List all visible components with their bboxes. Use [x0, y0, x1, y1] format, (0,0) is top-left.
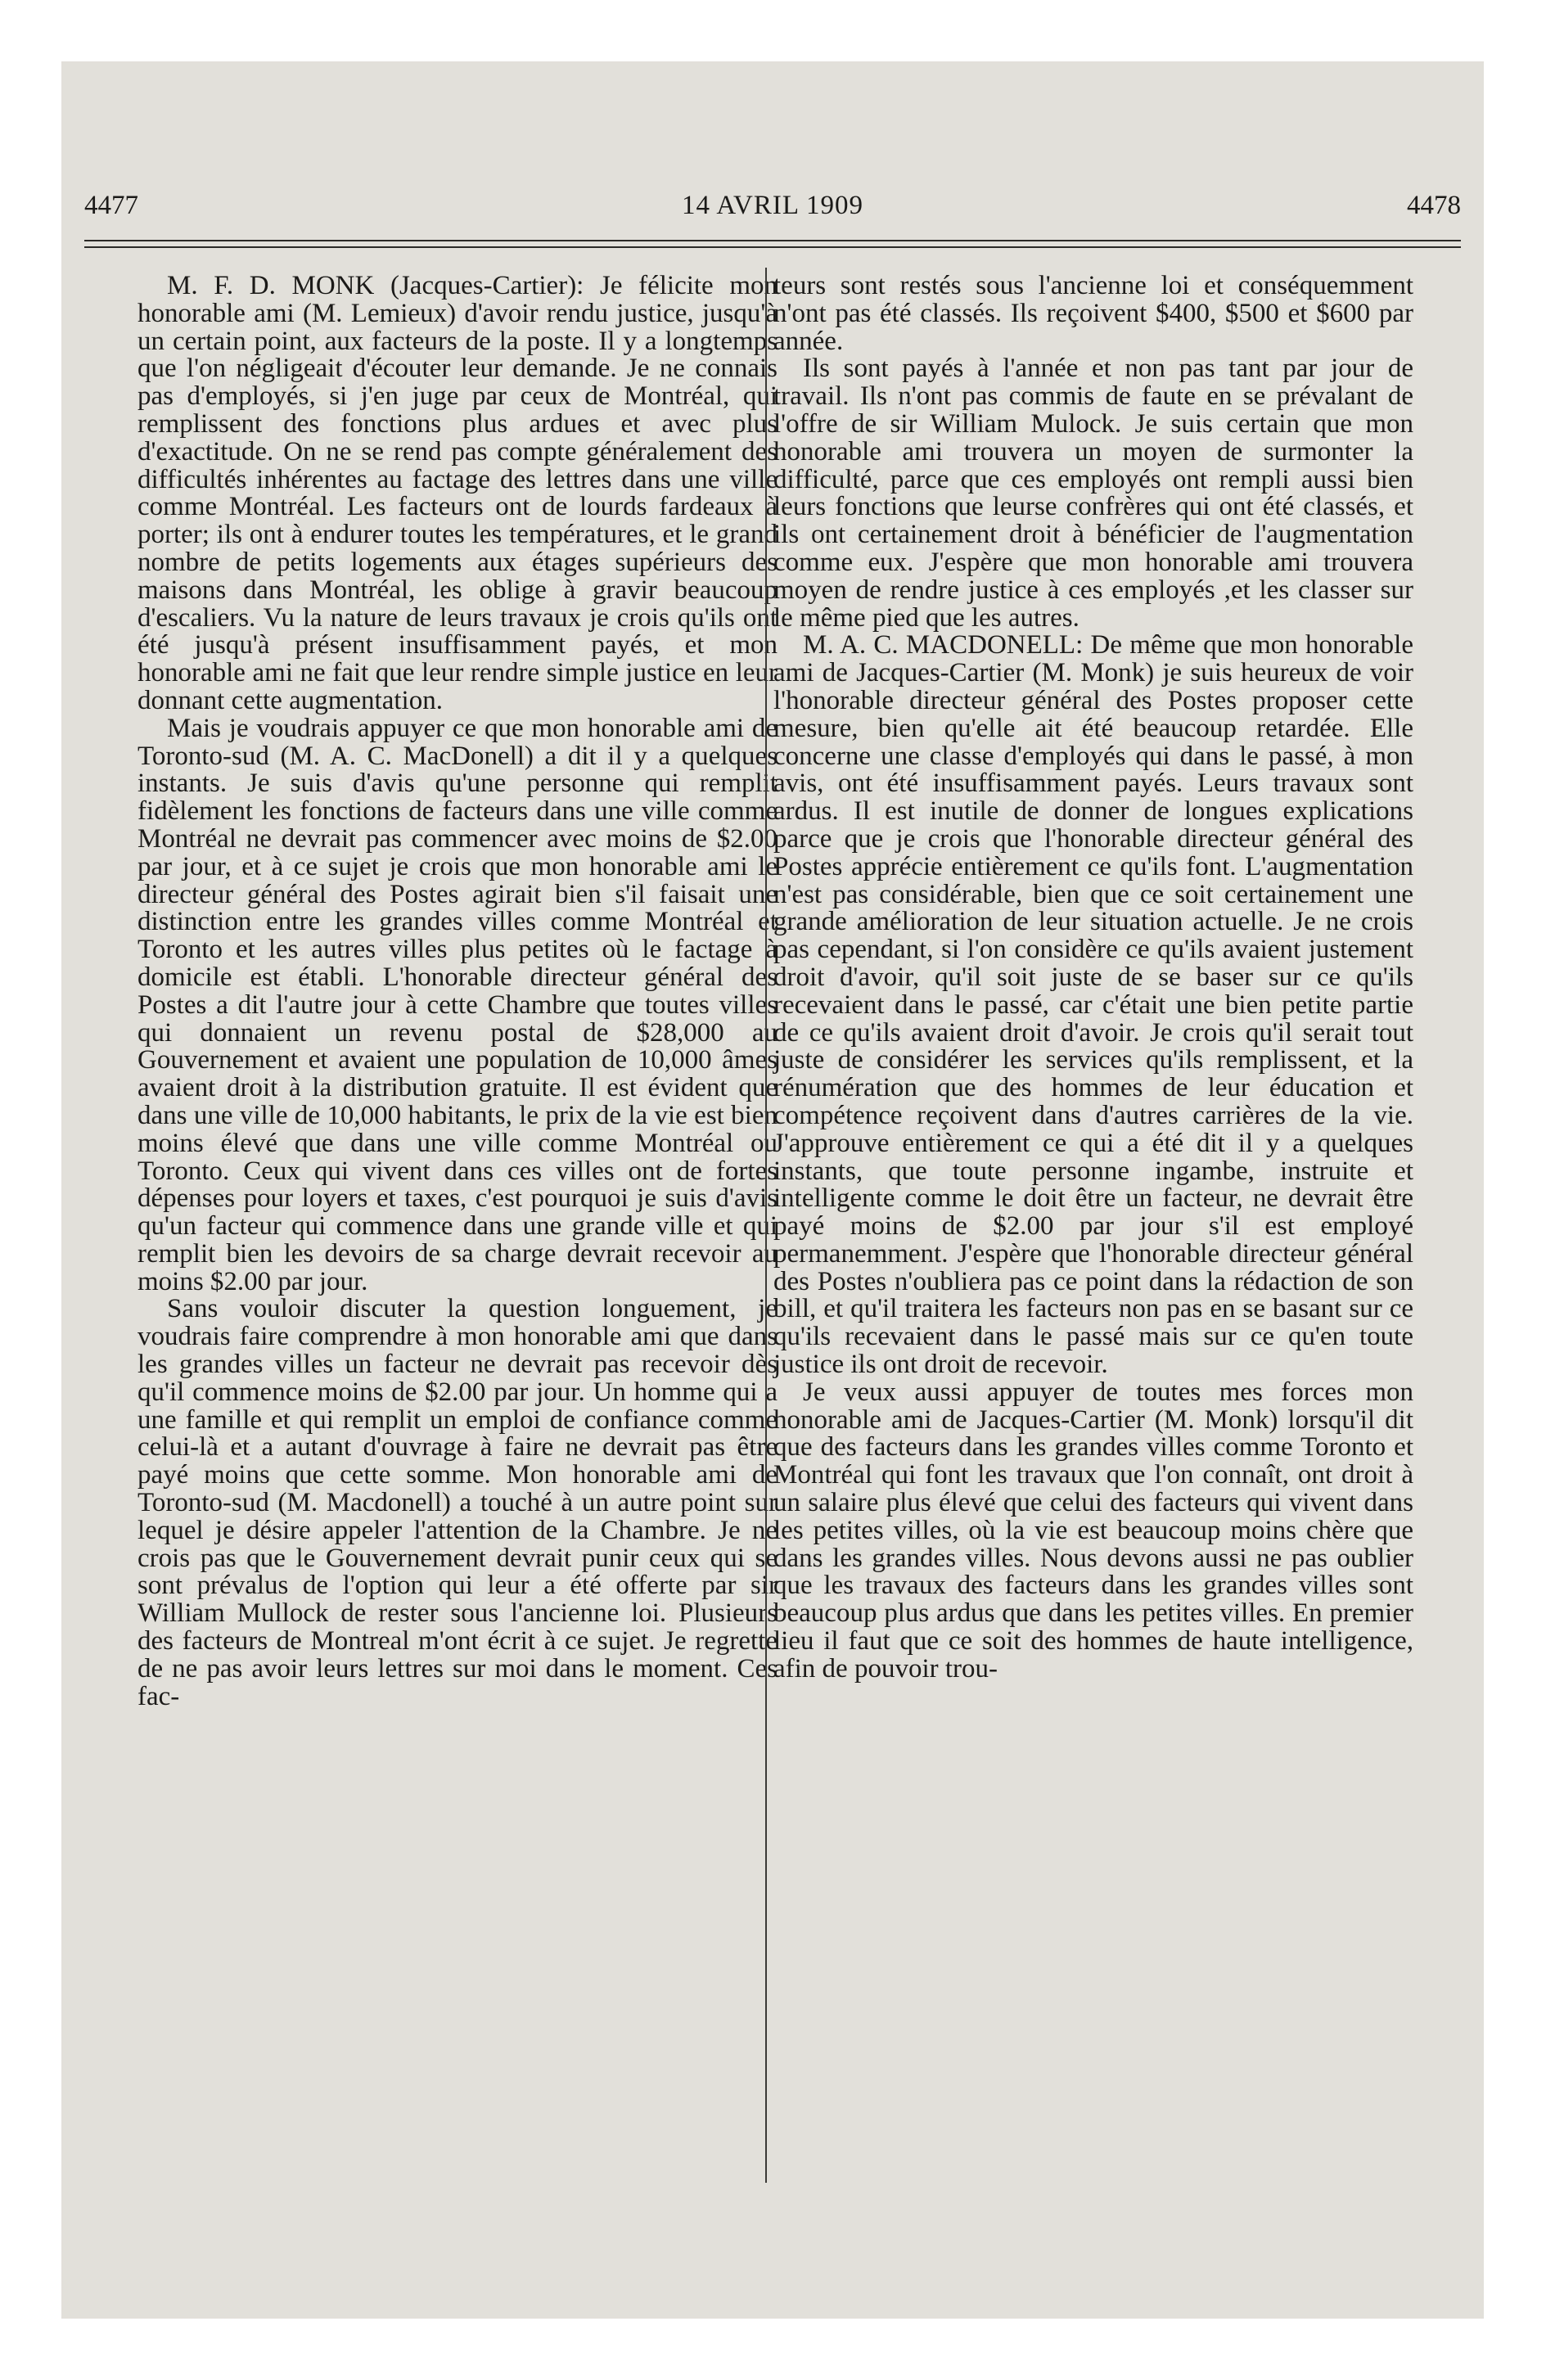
page-number-left: 4477: [84, 191, 138, 220]
page-number-right: 4478: [1407, 191, 1461, 220]
paragraph: Je veux aussi appuyer de toutes mes forces mon honorable ami de Jacques-Cartier (M. Monk) lorsqu'il dit que des facteurs dans les grandes villes comme Toronto et Montréal qui font les travaux que l'on connaît, ont droit à un salaire plus élevé que celui des facteurs qui vivent dans les petites villes, où la vie est beaucoup moins chère que dans les grandes villes. Nous devons aussi ne pas oublier que les travaux des facteurs dans les grandes villes sont beaucoup plus ardus que dans les petites villes. En premier lieu il faut que ce soit des hommes de haute intelligence, afin de pouvoir trou-: [773, 1377, 1413, 1684]
page-header: [61, 184, 1484, 233]
paragraph: M. A. C. MACDONELL: De même que mon honorable ami de Jacques-Cartier (M. Monk) je suis heureux de voir l'honorable directeur général des Postes proposer cette mesure, bien qu'elle ait été beaucoup retardée. Elle concerne une classe d'employés qui dans le passé, à mon avis, ont été insuffisamment payés. Leurs travaux sont ardus. Il est inutile de donner de longues explications parce que je crois que l'honorable directeur général des Postes apprécie entièrement ce qu'ils font. L'augmentation n'est pas considérable, bien que ce soit certainement une grande amélioration de leur situation actuelle. Je ne crois pas cependant, si l'on considère ce qu'ils avaient justement droit d'avoir, qu'il soit juste de se baser sur ce qu'ils recevaient dans le passé, car c'était une bien petite partie de ce qu'ils avaient droit d'avoir. Je crois qu'il serait tout juste de considérer les services qu'ils remplissent, et la rénumération que des hommes de leur éducation et compétence reçoivent dans d'autres carrières de la vie. J'approuve entièrement ce qui a été dit il y a quelques instants, que toute personne ingambe, instruite et intelligente comme le doit être un facteur, ne devrait être payé moins de $2.00 par jour s'il est employé permanemment. J'espère que l'honorable directeur général des Postes n'oubliera pas ce point dans la rédaction de son bill, et qu'il traitera les facteurs non pas en se basant sur ce qu'ils recevaient dans le passé mais sur ce qu'en toute justice ils ont droit de recevoir.: [773, 630, 1413, 1380]
header-rule-second: [84, 246, 1461, 248]
right-column: [773, 273, 1413, 1684]
paragraph: Ils sont payés à l'année et non pas tant par jour de travail. Ils n'ont pas commis de faute en se prévalant de l'offre de sir William Mulock. Je suis certain que mon honorable ami trouvera un moyen de surmonter la difficulté, parce que ces employés ont rempli aussi bien leurs fonctions que leurse confrères qui ont été classés, et ils ont certainement droit à bénéficier de l'augmentation comme eux. J'espère que mon honorable ami trouvera moyen de rendre justice à ces employés ,et les classer sur le même pied que les autres.: [773, 354, 1413, 633]
paragraph: teurs sont restés sous l'ancienne loi et conséquemment n'ont pas été classés. Ils reçoivent $400, $500 et $600 par année.: [773, 271, 1413, 356]
paragraph: M. F. D. MONK (Jacques-Cartier): Je félicite mon honorable ami (M. Lemieux) d'avoir rendu justice, jusqu'à un certain point, aux facteurs de la poste. Il y a longtemps que l'on négligeait d'écouter leur demande. Je ne connais pas d'employés, si j'en juge par ceux de Montréal, qui remplissent des fonctions plus ardues et avec plus d'exactitude. On ne se rend pas compte généralement des difficultés inhérentes au factage des lettres dans une ville comme Montréal. Les facteurs ont de lourds fardeaux à porter; ils ont à endurer toutes les températures, et le grand nombre de petits logements aux étages supérieurs des maisons dans Montréal, les oblige à gravir beaucoup d'escaliers. Vu la nature de leurs travaux je crois qu'ils ont été jusqu'à présent insuffisamment payés, et mon honorable ami ne fait que leur rendre simple justice en leur donnant cette augmentation.: [137, 271, 778, 715]
left-column: [137, 273, 778, 1711]
paragraph: Mais je voudrais appuyer ce que mon honorable ami de Toronto-sud (M. A. C. MacDonell) a dit il y a quelques instants. Je suis d'avis qu'une personne qui remplit fidèlement les fonctions de facteurs dans une ville comme Montréal ne devrait pas commencer avec moins de $2.00 par jour, et à ce sujet je crois que mon honorable ami le directeur général des Postes agirait bien s'il faisait une distinction entre les grandes villes comme Montréal et Toronto et les autres villes plus petites où le factage à domicile est établi. L'honorable directeur général des Postes a dit l'autre jour à cette Chambre que toutes villes qui donnaient un revenu postal de $28,000 au Gouvernement et avaient une population de 10,000 âmes avaient droit à la distribution gratuite. Il est évident que dans une ville de 10,000 habitants, le prix de la vie est bien moins élevé que dans une ville comme Montréal ou Toronto. Ceux qui vivent dans ces villes ont de fortes dépenses pour loyers et taxes, c'est pourquoi je suis d'avis qu'un facteur qui commence dans une grande ville et qui remplit bien les devoirs de sa charge devrait recevoir au moins $2.00 par jour.: [137, 713, 778, 1296]
document-page: [61, 61, 1484, 2319]
page-date: 14 AVRIL 1909: [681, 191, 864, 220]
header-rule: [84, 240, 1461, 241]
column-divider: [765, 268, 767, 2183]
paragraph: Sans vouloir discuter la question longuement, je voudrais faire comprendre à mon honorable ami que dans les grandes villes un facteur ne devrait pas recevoir dès qu'il commence moins de $2.00 par jour. Un homme qui a une famille et qui remplit un emploi de confiance comme celui-là et a autant d'ouvrage à faire ne devrait pas être payé moins que cette somme. Mon honorable ami de Toronto-sud (M. Macdonell) a touché à un autre point sur lequel je désire appeler l'attention de la Chambre. Je ne crois pas que le Gouvernement devrait punir ceux qui se sont prévalus de l'option qui leur a été offerte par sir William Mullock de rester sous l'ancienne loi. Plusieurs des facteurs de Montreal m'ont écrit à ce sujet. Je regrette de ne pas avoir leurs lettres sur moi dans le moment. Ces fac-: [137, 1294, 778, 1711]
